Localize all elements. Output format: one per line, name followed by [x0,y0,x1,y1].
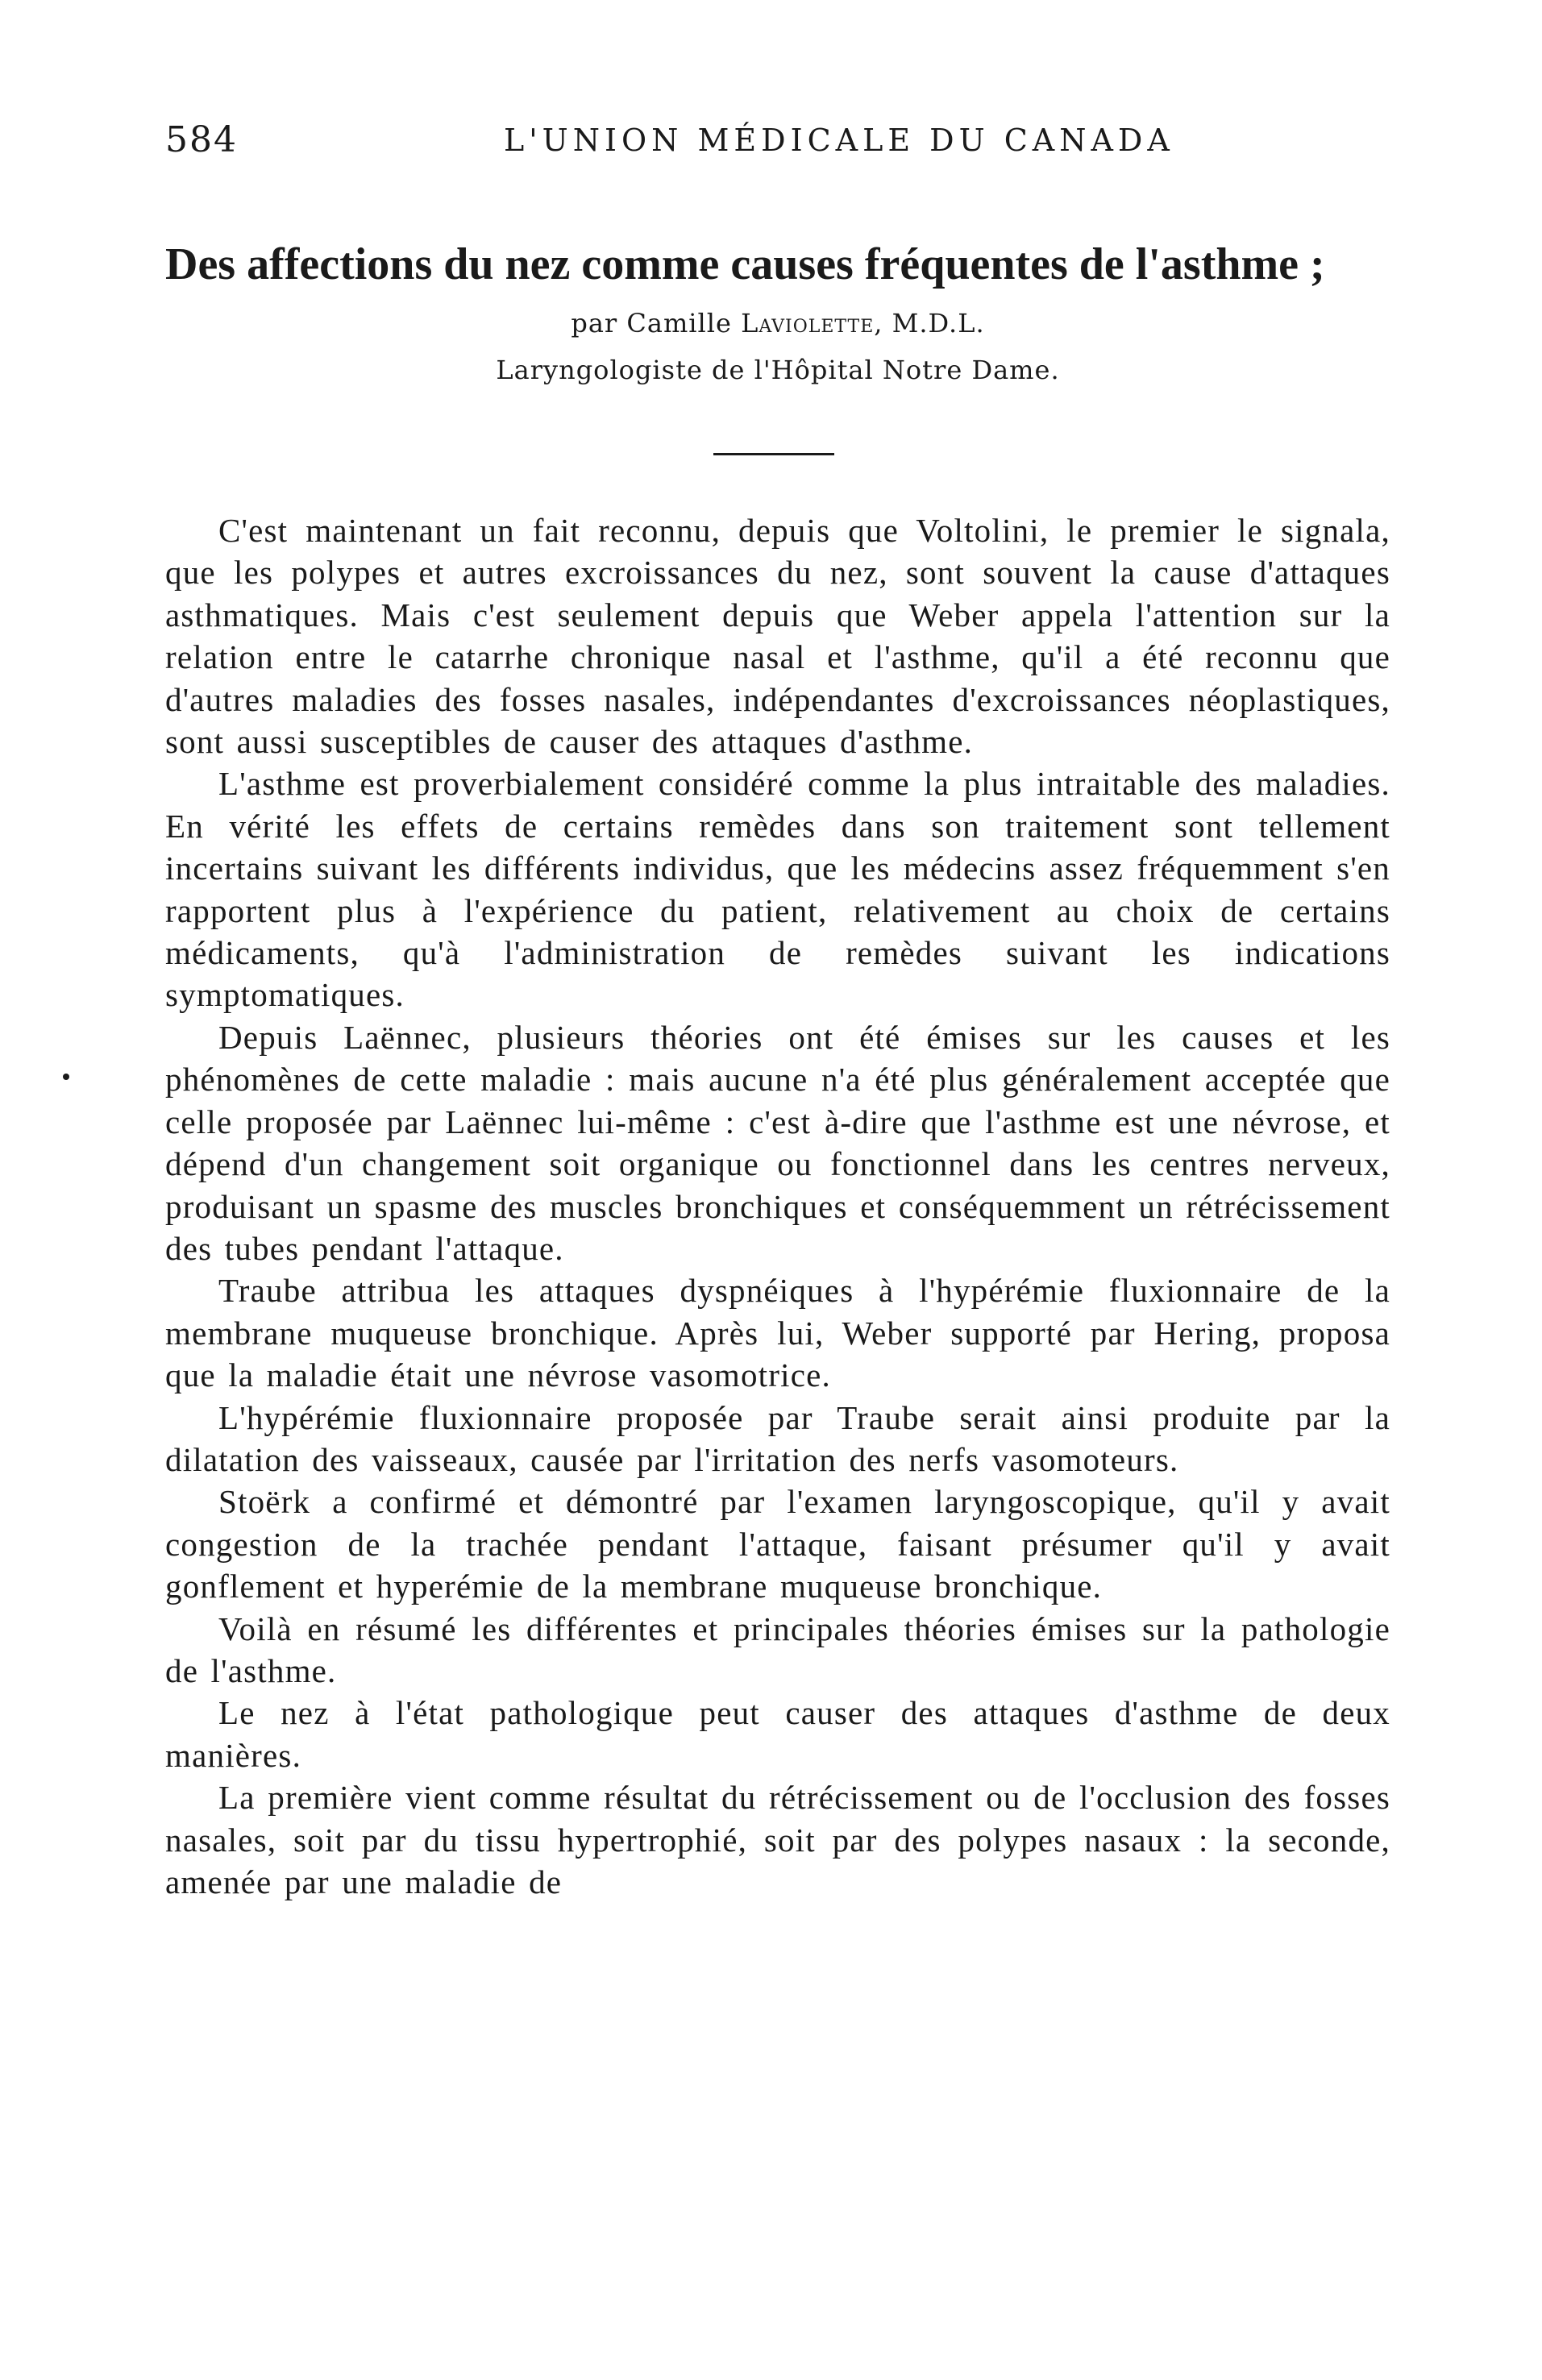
byline [165,308,1390,339]
paragraph: La première vient comme résultat du rétrécissement ou de l'occlusion des fosses nasales, soit par du tissu hypertrophié, soit par des polypes nasaux : la seconde, amenée par une maladie de [165,1779,1390,1900]
paragraph: Depuis Laënnec, plusieurs théories ont été émises sur les causes et les phénomènes de cette maladie : mais aucune n'a été plus généralement acceptée que celle proposée par Laënnec lui-même : c'est à-dire que l'asthme est une névrose, et dépend d'un changement soit organique ou fonctionnel dans les centres nerveux, produisant un spasme des muscles bronchiques et conséquemment un rétrécissement des tubes pendant l'attaque. [165,1018,1390,1267]
paragraph: Traube attribua les attaques dyspnéiques à l'hypérémie fluxionnaire de la membrane muqueuse bronchique. Après lui, Weber supporté par Hering, proposa que la maladie était une névrose vasomotrice. [165,1272,1390,1394]
paragraph: L'asthme est proverbialement considéré comme la plus intraitable des maladies. En vérité les effets de certains remèdes dans son traitement sont tellement incertains suivant les différents individus, que les médecins assez fréquemment s'en rapportent plus à l'expérience du patient, relativement au choix de certains médicaments, qu'à l'administration de remèdes suivant les indications symptomatiques. [165,765,1390,1014]
paragraph: Stoërk a confirmé et démontré par l'examen laryngoscopique, qu'il y avait congestion de la trachée pendant l'attaque, faisant présumer qu'il y avait gonflement et hyperémie de la membrane muqueuse bronchique. [165,1483,1390,1605]
author-affiliation: Laryngologiste de l'Hôpital Notre Dame. [496,355,1060,385]
paragraph: C'est maintenant un fait reconnu, depuis que Voltolini, le premier le signala, que les polypes et autres excroissances du nez, sont souvent la cause d'attaques asthmatiques. Mais c'est seulement depuis que Weber appela l'attention sur la relation entre le catarrhe chronique nasal et l'asthme, qu'il a été reconnu que d'autres maladies des fosses nasales, indépendantes d'excroissances néoplastiques, sont aussi susceptibles de causer des attaques d'asthme. [165,512,1390,761]
byline-prefix: par Camille [571,308,742,339]
paragraph: L'hypérémie fluxionnaire proposée par Traube serait ainsi produite par la dilatation des vaisseaux, causée par l'irritation des nerfs vasomoteurs. [165,1398,1390,1478]
paragraph: Le nez à l'état pathologique peut causer des attaques d'asthme de deux manières. [165,1694,1390,1774]
article-title: Des affections du nez comme causes fréquentes de l'asthme ; [165,239,1325,289]
page-number: 584 [165,119,238,160]
page-header [165,119,1390,168]
margin-ink-dot [63,1074,69,1080]
running-title: L'UNION MÉDICALE DU CANADA [504,123,1174,158]
article-body [165,509,1390,1903]
byline-suffix: , M.D.L. [874,308,985,339]
paragraph: Voilà en résumé les différentes et principales théories émises sur la pathologie de l'asthme. [165,1610,1390,1689]
author-surname: Laviolette [741,308,875,339]
title-separator-rule [713,453,834,455]
